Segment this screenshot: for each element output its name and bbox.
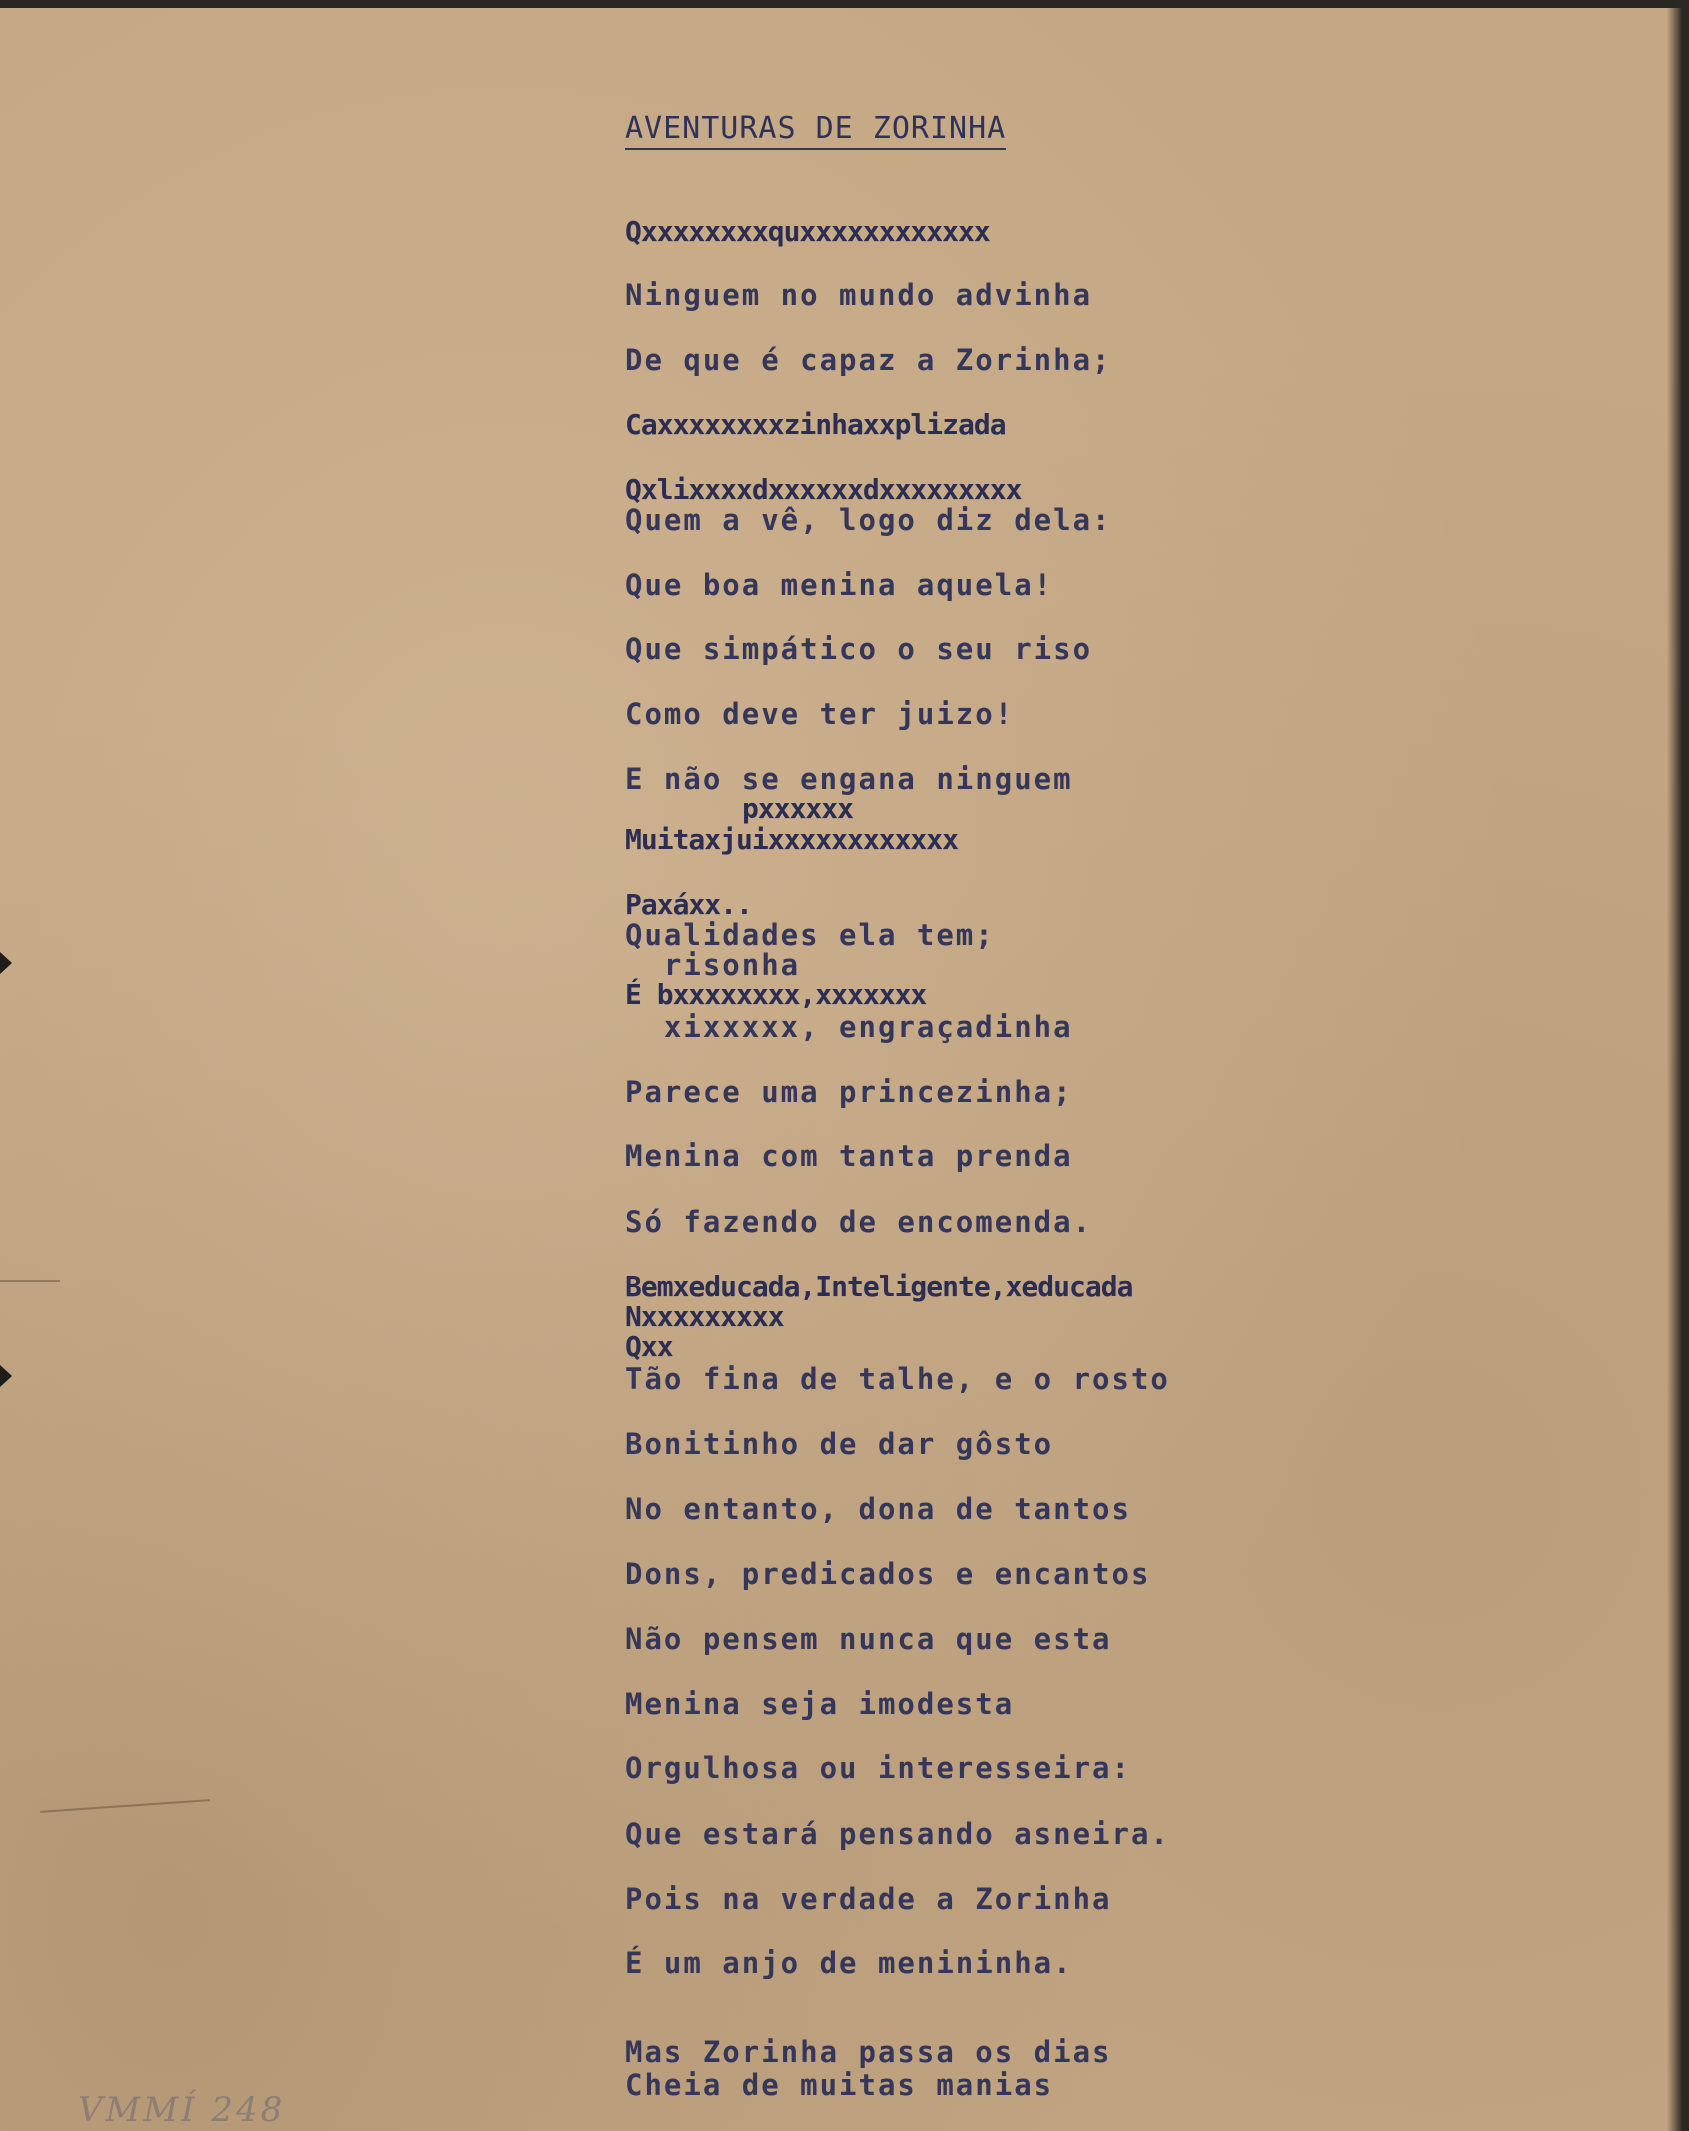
poem-line: Mas Zorinha passa os dias (625, 2035, 1112, 2069)
poem-line: Menina com tanta prenda (625, 1139, 1073, 1173)
poem-line: Parece uma princezinha; (625, 1075, 1073, 1109)
poem-title: AVENTURAS DE ZORINHA (625, 112, 1006, 150)
struck-out-line: Paxáxx.. (625, 888, 752, 921)
poem-line: Pois na verdade a Zorinha (625, 1882, 1112, 1916)
poem-line: Orgulhosa ou interesseira: (625, 1751, 1131, 1785)
poem-line: E não se engana ninguem (625, 762, 1073, 796)
page-right-edge (1667, 0, 1689, 2131)
punch-hole-mark (0, 952, 12, 974)
struck-out-line: Bemxeducada,Inteligente,xeducada (625, 1270, 1133, 1303)
poem-line: Só fazendo de encomenda. (625, 1205, 1093, 1239)
poem-line: Qualidades ela tem; (625, 918, 995, 952)
struck-out-line: Qxxxxxxxxquxxxxxxxxxxxx (625, 215, 990, 248)
poem-line: No entanto, dona de tantos (625, 1492, 1131, 1526)
poem-line: Bonitinho de dar gôsto (625, 1427, 1054, 1461)
poem-line: xixxxxx, engraçadinha (625, 1010, 1073, 1044)
poem-line: Cheia de muitas manias (625, 2068, 1054, 2102)
punch-hole-mark (0, 1365, 12, 1387)
archive-mark: VMMÍ 248 (78, 2090, 286, 2130)
poem-line: É um anjo de menininha. (625, 1946, 1073, 1980)
poem-line: Que simpático o seu riso (625, 632, 1093, 666)
poem-line: Tão fina de talhe, e o rosto (625, 1362, 1170, 1396)
poem-line: Que estará pensando asneira. (625, 1817, 1170, 1851)
poem-line: Dons, predicados e encantos (625, 1557, 1151, 1591)
poem-line: Menina seja imodesta (625, 1687, 1015, 1721)
struck-out-line: Muitaxjuixxxxxxxxxxxx (625, 823, 959, 856)
struck-out-line: Qxx (625, 1330, 673, 1363)
poem-line: Quem a vê, logo diz dela: (625, 503, 1112, 537)
paper-crease (0, 1280, 60, 1282)
struck-out-line: Caxxxxxxxxzinhaxxplizada (625, 408, 1006, 441)
poem-line: Como deve ter juizo! (625, 697, 1015, 731)
poem-line: Que boa menina aquela! (625, 568, 1054, 602)
paper-crease (40, 1799, 210, 1813)
page-top-edge (0, 0, 1689, 8)
struck-out-line: Nxxxxxxxxx (625, 1300, 784, 1333)
struck-out-line: pxxxxxx (742, 792, 854, 825)
poem-line: risonha (625, 948, 801, 982)
struck-out-line: É bxxxxxxxx,xxxxxxx (625, 978, 927, 1011)
poem-line: Não pensem nunca que esta (625, 1622, 1112, 1656)
poem-line: De que é capaz a Zorinha; (625, 343, 1112, 377)
poem-line: Ninguem no mundo advinha (625, 278, 1093, 312)
struck-out-line: Qxlixxxxdxxxxxxdxxxxxxxxx (625, 473, 1022, 506)
